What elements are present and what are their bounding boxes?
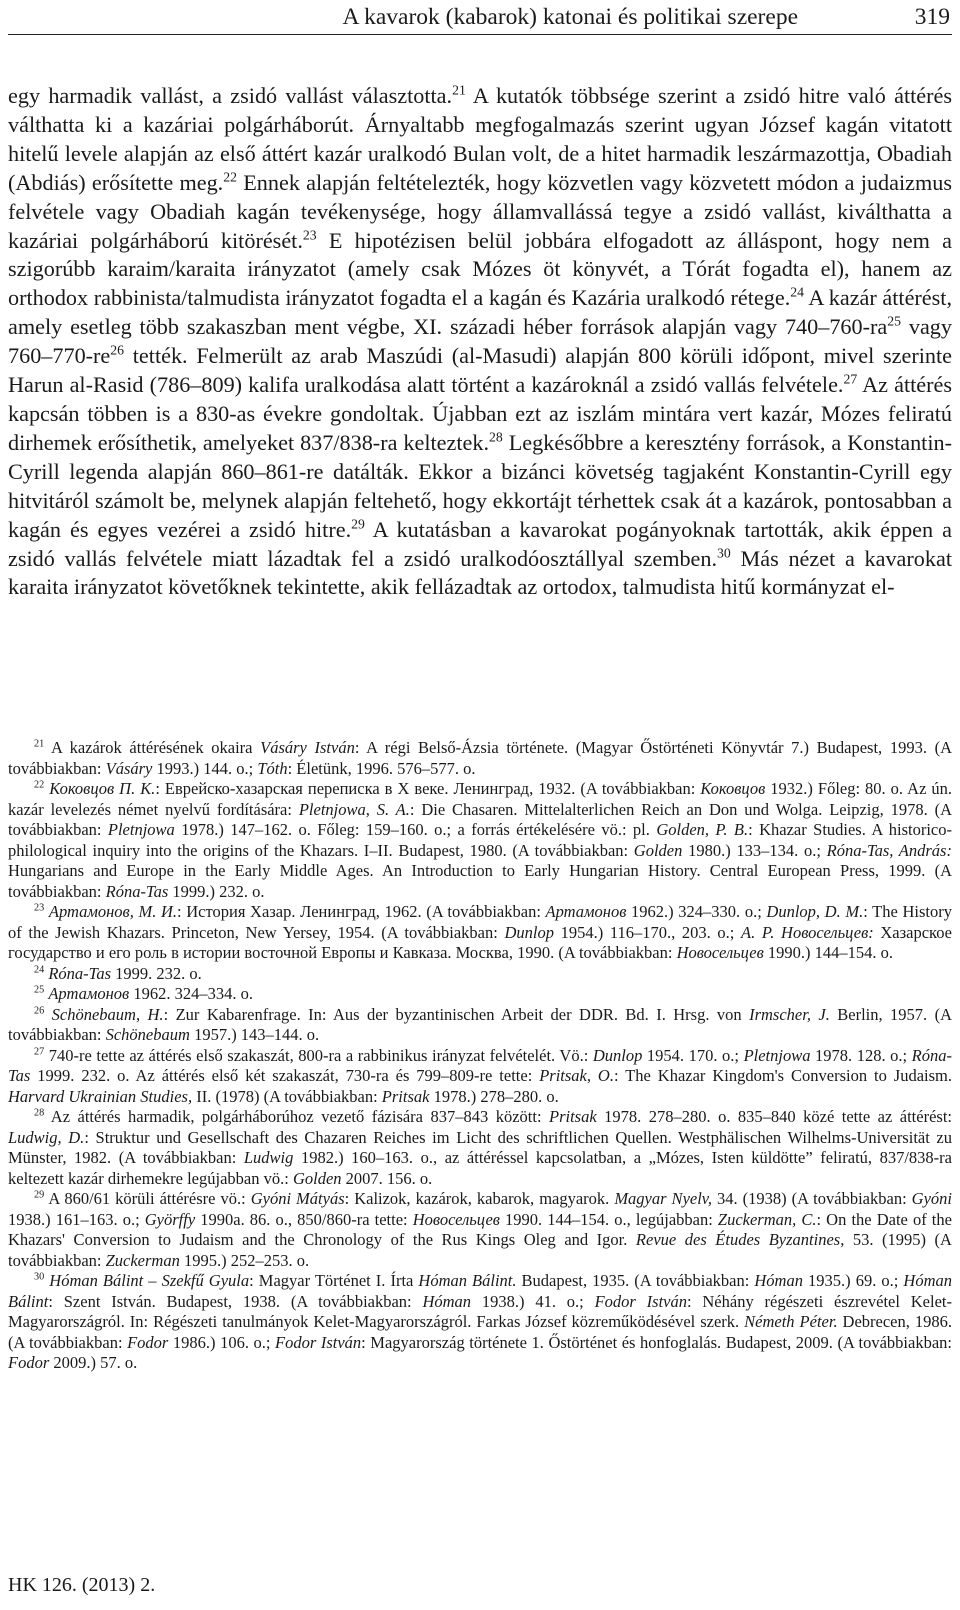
italic-text: Fodor István: [594, 1291, 687, 1311]
italic-text: Hóman: [422, 1291, 472, 1311]
italic-text: Ludwig: [243, 1148, 294, 1167]
text-run: : Néhány régészeti észrevétel Kelet-Magyarországról. In: Régészeti tanulmányok Kelet-Magyarországról. Farkas József közreműködésével szerk.: [8, 1291, 952, 1331]
text-run: egy harmadik vallást, a zsidó vallást választotta.: [8, 83, 453, 108]
italic-text: Róna-Tas: [48, 963, 112, 983]
text-run: 53. (1995) (A továbbiakban:: [8, 1230, 952, 1270]
footnote-marker: 27: [34, 1046, 45, 1057]
text-run: Legkésőbbre a keresztény források, a Konstantin-Cyrill legenda alapján 860–861-re datálták. Ekkor a bizánci követség tagjaként Konstantin-Cyrill egy hitvitáról számolt be, melynek alapján feltehető, hogy ekkortájt térhettek csak át a kazárok, pontosabban a kagán és egyes vezérei a zsidó hitre.: [8, 429, 952, 542]
italic-text: Gyóni Mátyás: [250, 1189, 345, 1208]
italic-text: Fodor István: [275, 1332, 362, 1352]
italic-text: Hóman: [754, 1271, 803, 1290]
text-run: 1962.) 324–330. o.;: [626, 902, 767, 921]
text-run: 740-re tette az áttérés első szakaszát, 800-ra a rabbinikus irányzat felvételét. Vö.:: [44, 1045, 593, 1065]
text-run: : Magyar Történet I. Írta: [249, 1271, 419, 1290]
footnote-marker: 28: [34, 1107, 45, 1119]
text-run: : The History of the Jewish Khazars. Princeton, New Yersey, 1954. (A továbbiakban:: [8, 902, 952, 942]
italic-text: Pletnjowa: [107, 820, 175, 839]
text-run: : A régi Belső-Ázsia története. (Magyar Őstörténeti Könyvtár 7.) Budapest, 1993. (A továbbiakban:: [8, 738, 952, 778]
text-run: Az áttérés kapcsán többen is a 830-as évekre gondoltak. Újabban ezt az iszlám mintára vert kazár, Mózes feliratú dirhemek erősíthetik, amelyeket 837/838-ra kelteztek.: [8, 372, 952, 455]
italic-text: Артамонов: [545, 902, 627, 921]
italic-text: Györffy: [144, 1209, 196, 1229]
footnote: [8, 984, 952, 1005]
text-run: II. (1978) (A továbbiakban:: [192, 1086, 382, 1106]
text-run: : Khazar Studies. A historico-philological inquiry into the origins of the Khazars. I–II. Budapest, 1980. (A továbbiakban:: [8, 820, 952, 860]
italic-text: Новосельцев: [412, 1209, 500, 1229]
text-run: 1993.) 144. o.;: [152, 758, 258, 778]
footnote-marker: 29: [34, 1189, 45, 1201]
italic-text: Hóman Bálint: [8, 1271, 952, 1311]
italic-text: Vásáry István: [260, 738, 355, 757]
text-run: Más nézet a kavarokat karaita irányzatot követőknek tekintette, akik fellázadtak az ortodox, talmudista hitű kormányzat el-: [8, 545, 952, 600]
footnote-marker: 23: [302, 227, 317, 243]
text-run: 1990.) 144–154. o.: [763, 943, 894, 962]
text-run: 1932.) Főleg: 80. o. Az ún. kazár levelezés német nyelvű fordítására:: [8, 779, 953, 819]
footnote: [8, 1046, 952, 1108]
text-run: 1999.) 232. o.: [168, 881, 265, 901]
text-run: 1938.) 41. o.;: [471, 1291, 595, 1311]
italic-text: Hóman Bálint – Szekfű Gyula: [49, 1271, 250, 1290]
footnote-marker: 25: [34, 984, 45, 996]
footnote: [8, 1189, 952, 1271]
text-run: 2007. 156. o.: [341, 1168, 433, 1188]
italic-text: Róna-Tas: [105, 881, 169, 901]
journal-reference: HK 126. (2013) 2.: [8, 1574, 156, 1596]
text-run: 1957.) 143–144. o.: [189, 1025, 320, 1044]
italic-text: Róna-Tas, András:: [826, 840, 952, 860]
italic-text: Harvard Ukrainian Studies,: [8, 1086, 193, 1106]
footnote-marker: 28: [489, 429, 503, 445]
text-run: 2009.) 57. o.: [49, 1353, 138, 1372]
text-run: 1978. 128. o.;: [810, 1045, 912, 1065]
italic-text: Róna-Tas: [8, 1045, 952, 1085]
running-title: A kavarok (kabarok) katonai és politikai szerepe: [342, 4, 798, 30]
footnote: [8, 1005, 952, 1046]
italic-text: Németh Péter.: [744, 1312, 838, 1331]
text-run: : Zur Kabarenfrage. In: Aus der byzantinischen Arbeit der DDR. Bd. I. Hrsg. von: [163, 1004, 750, 1024]
footnote-marker: 22: [34, 779, 45, 791]
text-run: 1954.) 116–170., 203. o.;: [553, 922, 741, 942]
text-run: A kazár áttérést, amely esetleg több szakaszban ment végbe, XI. századi héber források alapján vagy 740–760-ra: [8, 285, 952, 340]
italic-text: Schönebaum: [105, 1025, 190, 1044]
footnote-marker: 24: [34, 964, 45, 975]
italic-text: Pritsak: [549, 1107, 597, 1126]
italic-text: Revue des Études Byzantines,: [635, 1230, 845, 1249]
footnote: [8, 902, 952, 964]
text-run: : Kalizok, kazárok, kabarok, magyarok.: [344, 1189, 615, 1208]
italic-text: Артамонов: [48, 984, 130, 1003]
italic-text: Pletnjowa: [743, 1045, 811, 1065]
italic-text: Pritsak, O.: [539, 1066, 614, 1085]
footnote-marker: 26: [34, 1005, 45, 1016]
text-run: : Die Chasaren. Mittelalterlichen Reich an Don und Wolga. Leipzig, 1978. (A továbbiakban:: [8, 799, 952, 839]
italic-text: Ludwig, D.: [8, 1127, 85, 1147]
text-run: A kutatók többsége szerint a zsidó hitre való áttérés válthatta ki a kazáriai polgárháborút. Árnyaltabb megfogalmazás szerint ugyan József kagán vitatott hitelű levele alapján az első áttért kazár uralkodó Bulan volt, de a hitet harmadik leszármazottja, Obadiah (Abdiás) erősítette meg.: [8, 83, 953, 195]
footnotes-section: [8, 738, 952, 1374]
text-run: Budapest, 1935. (A továbbiakban:: [516, 1271, 755, 1290]
footnote-marker: 29: [351, 516, 365, 532]
footnote-marker: 27: [843, 371, 858, 387]
italic-text: Hóman Bálint.: [418, 1271, 517, 1290]
main-text: [8, 82, 952, 602]
text-run: Ennek alapján feltételezték, hogy közvetlen vagy közvetett módon a judaizmus felvétele vagy Obadiah kagán tevékenysége, hogy államvallássá tegye a zsidó vallást, kiválthatta a kazáriai polgárháború kitörését.: [8, 169, 952, 253]
footnote: [8, 779, 952, 902]
italic-text: Tóth: [257, 758, 288, 778]
text-run: E hipotézisen belül jobbára elfogadott az álláspont, hogy nem a szigorúbb karaim/karaita irányzatot (amely csak Mózes öt könyvét, a Tórát fogadta el), hanem az orthodox rabbinista/talmudista irányzatot fogadta el a kagán és Kazária uralkodó rétege.: [8, 227, 952, 311]
text-run: 1986.) 106. o.;: [168, 1332, 276, 1352]
text-run: 1978.) 147–162. o. Főleg: 159–160. o.; a forrás értékelésére vö.: pl.: [174, 820, 657, 839]
footnote: [8, 738, 952, 779]
text-run: 1982.) 160–163. o., az áttéréssel kapcsolatban, a „Mózes, Isten küldötte” feliratú, 837/838-ra keltezett kazár dirhemekre legújabban vö.:: [8, 1148, 952, 1188]
italic-text: Vásáry: [105, 758, 153, 778]
text-run: A 860/61 körüli áttérésre vö.:: [44, 1189, 251, 1208]
italic-text: Новосельцев: [676, 943, 764, 962]
italic-text: Артамонов, М. И.: [48, 902, 178, 921]
text-run: 1980.) 133–134. o.;: [682, 840, 827, 860]
italic-text: Golden: [292, 1168, 342, 1188]
text-run: 1938.) 161–163. o.;: [8, 1209, 145, 1229]
text-run: [44, 1005, 51, 1024]
italic-text: Коковцов: [700, 779, 766, 798]
footnote-marker: 21: [452, 82, 466, 98]
text-run: 1935.) 69. o.;: [802, 1271, 904, 1290]
text-run: tették. Felmerült az arab Maszúdi (al-Masudi) alapján 800 körüli időpont, mivel szerinte Harun al-Rasid (786–809) kalifa uralkodása alatt történt a kazároknál a zsidó vallás felvétele.: [8, 343, 952, 398]
page-footer: [8, 1573, 155, 1597]
italic-text: Dunlop: [504, 922, 554, 942]
text-run: A kutatásban a kavarokat pogányoknak tartották, akik éppen a zsidó vallás felvétele miatt lázadtak fel a zsidó uralkodóosztállyal szemben.: [8, 516, 952, 571]
page-number: 319: [914, 4, 950, 30]
text-run: Az áttérés harmadik, polgárháborúhoz vezető fázisára 837–843 között:: [44, 1107, 549, 1126]
italic-text: Pritsak: [381, 1086, 430, 1106]
text-run: 1978. 278–280. o. 835–840 közé tette az áttérést:: [596, 1107, 952, 1126]
text-run: : Szent István. Budapest, 1938. (A továbbiakban:: [48, 1291, 423, 1311]
italic-text: Irmscher, J.: [749, 1004, 830, 1024]
footnote-marker: 24: [790, 284, 805, 300]
footnote-marker: 21: [34, 738, 45, 750]
footnote-marker: 30: [717, 545, 731, 561]
italic-text: Pletnjowa, S. A.: [298, 799, 410, 819]
page-header: [8, 0, 952, 35]
body-paragraph: [8, 82, 952, 602]
text-run: : On the Date of the Khazars' Conversion to Judaism and the Chronology of the Rus Kings Oleg and Igor.: [8, 1209, 952, 1249]
italic-text: Zuckerman, C.: [717, 1209, 817, 1229]
text-run: : Еврейско-хазарская переписка в X веке. Ленинград, 1932. (A továbbiakban:: [155, 779, 701, 798]
text-run: vagy 760–770-re: [8, 314, 952, 369]
text-run: 1954. 170. o.;: [642, 1045, 744, 1065]
italic-text: Dunlop, D. M.: [766, 902, 864, 921]
text-run: Hungarians and Europe in the Early Middle Ages. An Introduction to Early Hungarian History. Central European Press, 1999. (A továbbiakban:: [8, 861, 952, 901]
footnote: [8, 964, 952, 985]
footnote-marker: 23: [34, 902, 45, 914]
footnote-marker: 26: [110, 342, 125, 358]
text-run: 1999. 232. o. Az áttérés első két szakaszát, 730-ra és 799–809-re tette:: [30, 1066, 540, 1085]
text-run: : Struktur und Gesellschaft des Chazaren Reiches im Licht des schriftlichen Quellen. Westphälischen Wilhelms-Universität zu Münster, 1982. (A továbbiakban:: [8, 1127, 953, 1167]
footnote: [8, 1107, 952, 1189]
italic-text: Коковцов П. К.: [49, 779, 156, 798]
italic-text: Gyóni: [911, 1189, 952, 1208]
text-run: : Életünk, 1996. 576–577. o.: [287, 758, 476, 778]
text-run: 1978.) 278–280. o.: [429, 1086, 559, 1106]
text-run: : История Хазар. Ленинград, 1962. (A továbbiakban:: [177, 902, 546, 921]
italic-text: Fodor: [127, 1332, 169, 1352]
text-run: 34. (1938) (A továbbiakban:: [712, 1189, 912, 1208]
text-run: : The Khazar Kingdom's Conversion to Judaism.: [613, 1066, 952, 1085]
footnote-marker: 30: [34, 1271, 45, 1283]
text-run: Хазарское государство и его роль в истории восточной Европы и Кавказа. Москва, 1990. (A továbbiakban:: [8, 922, 952, 962]
text-run: 1990a. 86. o., 850/860-ra tette:: [195, 1209, 413, 1229]
italic-text: Dunlop: [592, 1045, 643, 1065]
italic-text: Schönebaum, H.: [51, 1004, 164, 1024]
text-run: 1990. 144–154. o., legújabban:: [499, 1209, 718, 1229]
footnote: [8, 1271, 952, 1374]
italic-text: Zuckerman: [105, 1250, 180, 1270]
footnote-marker: 22: [223, 169, 237, 185]
text-run: Berlin, 1957. (A továbbiakban:: [8, 1004, 953, 1044]
italic-text: Fodor: [8, 1353, 50, 1372]
italic-text: А. Р. Новосельцев:: [741, 922, 874, 942]
text-run: 1999. 232. o.: [111, 963, 202, 983]
text-run: A kazárok áttérésének okaira: [44, 738, 261, 757]
footnote-marker: 25: [887, 313, 901, 329]
text-run: 1995.) 252–253. o.: [179, 1250, 310, 1270]
italic-text: Golden, P. B.: [656, 820, 749, 839]
italic-text: Magyar Nyelv,: [614, 1189, 713, 1208]
italic-text: Golden: [633, 840, 683, 860]
text-run: : Magyarország története 1. Őstörténet és honfoglalás. Budapest, 2009. (A továbbiakban:: [361, 1332, 952, 1352]
text-run: Debrecen, 1986. (A továbbiakban:: [8, 1312, 952, 1352]
text-run: 1962. 324–334. o.: [129, 984, 253, 1003]
